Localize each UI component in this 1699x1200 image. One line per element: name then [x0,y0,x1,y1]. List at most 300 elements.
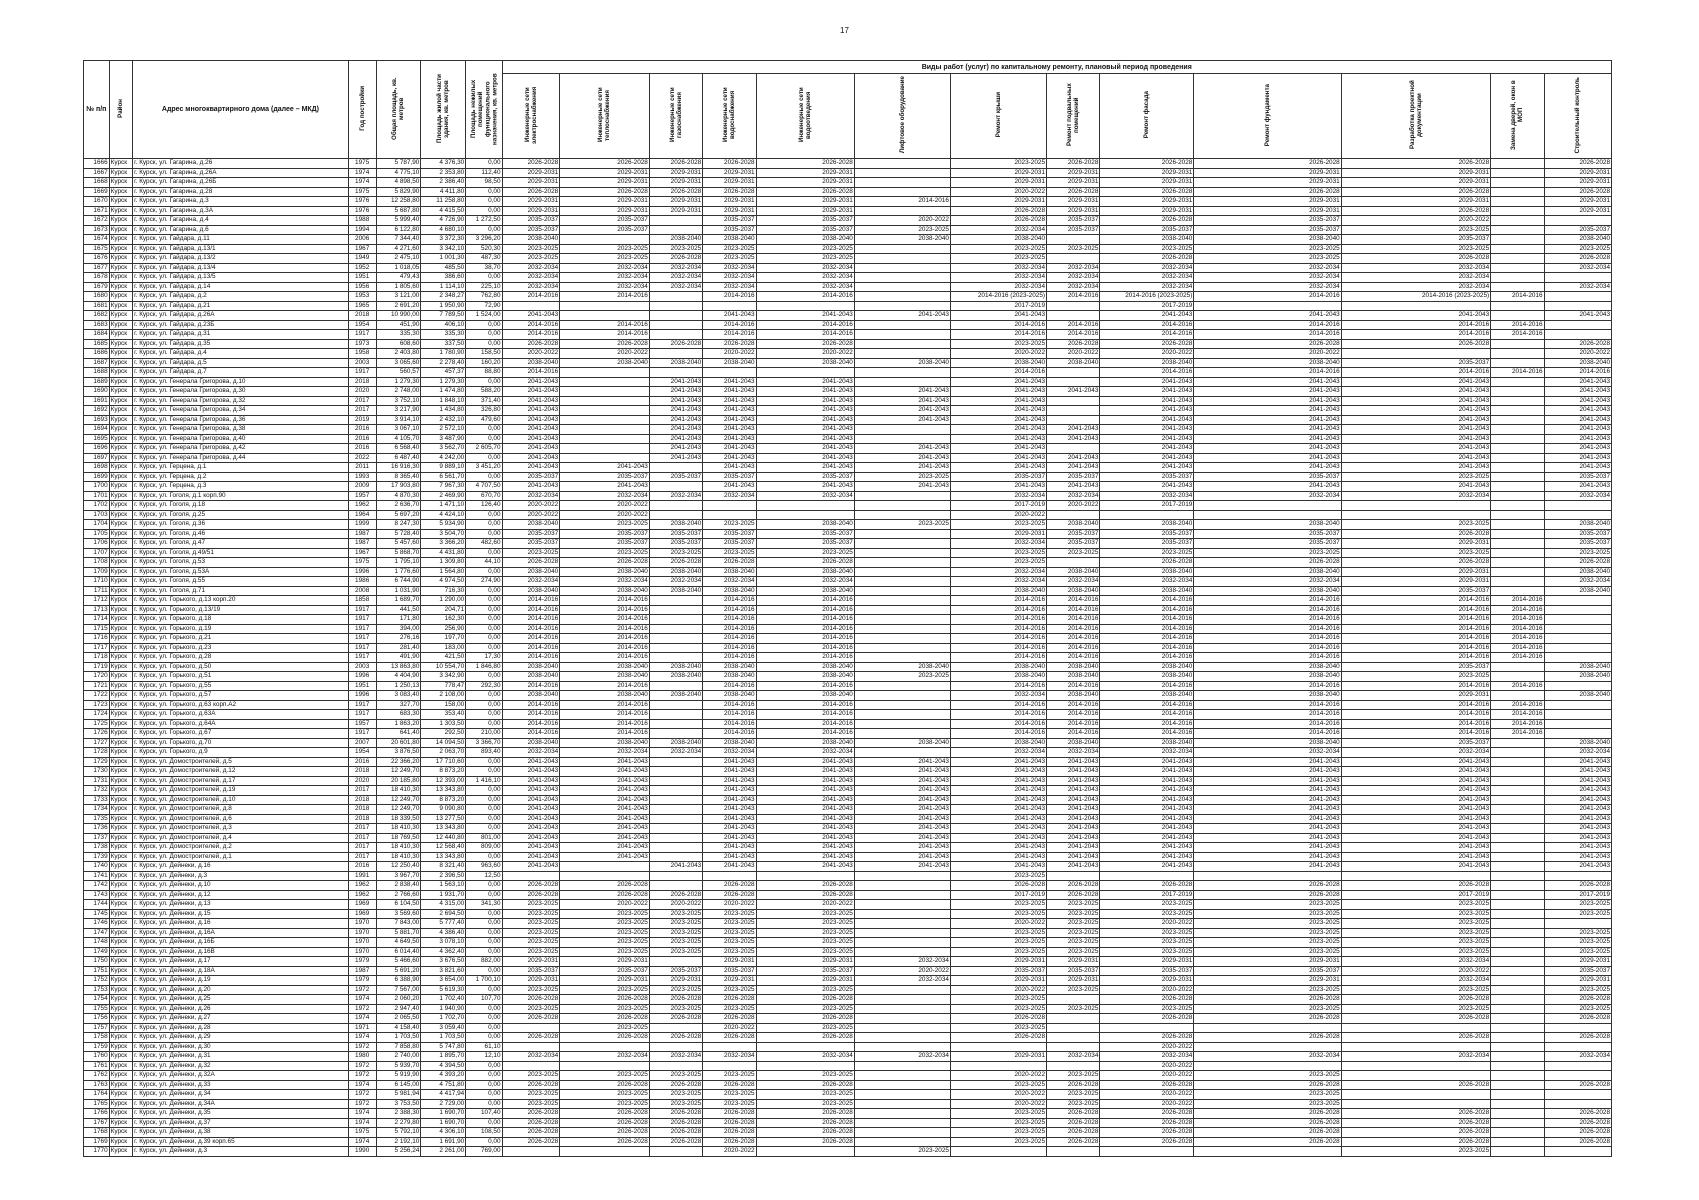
table-cell [1047,1023,1100,1033]
table-cell: Курск [109,938,132,948]
table-cell: 2041-2043 [502,387,560,397]
table-cell [649,330,702,340]
table-cell: 491,90 [376,653,421,663]
table-cell: 2035-2037 [560,225,650,235]
table-row [84,197,1612,207]
table-cell [1491,396,1544,406]
table-cell: 2035-2037 [1544,539,1611,549]
table-cell: г. Курск, ул. Гоголя, д.47 [133,539,349,549]
table-cell: 2023-2025 [756,1099,854,1109]
table-cell: 2017 [348,406,376,416]
table-cell: 1 290,00 [421,596,466,606]
table-cell [1491,387,1544,397]
col-header: Инженерные сети газоснабжения [649,74,702,159]
table-cell: 1717 [84,643,110,653]
table-cell: 1972 [348,1004,376,1014]
table-cell: 0,00 [466,586,502,596]
table-cell [854,558,950,568]
table-row [84,700,1612,710]
table-cell: 2041-2043 [1100,814,1194,824]
col-header: Ремонт крыши [950,74,1046,159]
table-cell: 1994 [348,225,376,235]
table-row [84,786,1612,796]
table-cell: 2038-2040 [1194,358,1341,368]
table-cell: 2023-2025 [560,947,650,957]
table-cell: 2014-2016 [950,368,1046,378]
table-cell: Курск [109,178,132,188]
table-cell: 2038-2040 [1544,691,1611,701]
table-cell: Курск [109,567,132,577]
table-cell: 2014-2016 [1047,710,1100,720]
table-cell: Курск [109,1014,132,1024]
table-cell: 2041-2043 [502,862,560,872]
table-header [84,61,1612,159]
table-cell: 2023-2025 [1194,938,1341,948]
table-cell: 2023-2025 [1194,244,1341,254]
table-cell: Курск [109,1090,132,1100]
table-cell: 2014-2016 [1047,729,1100,739]
table-cell: 2038-2040 [1194,586,1341,596]
table-cell: г. Курск, ул. Дейнеки, д.16 [133,862,349,872]
table-cell: 2014-2016 [703,643,756,653]
table-cell: 2023-2025 [950,548,1046,558]
table-cell: 0,00 [466,1118,502,1128]
table-cell: 2029-2031 [1100,168,1194,178]
table-cell: 2032-2034 [560,577,650,587]
table-cell: 2041-2043 [1100,824,1194,834]
table-cell: 9 090,80 [421,805,466,815]
table-cell: 2026-2028 [703,1128,756,1138]
table-cell [649,510,702,520]
table-cell: 2026-2028 [502,1137,560,1147]
table-cell [854,539,950,549]
table-cell: 2041-2043 [756,824,854,834]
table-cell: 2035-2037 [1047,472,1100,482]
table-cell: 2038-2040 [756,738,854,748]
table-cell: 2029-2031 [1047,168,1100,178]
table-cell: 2029-2031 [1100,206,1194,216]
table-row [84,985,1612,995]
table-cell: 2023-2025 [703,1071,756,1081]
table-cell: 2026-2028 [756,1080,854,1090]
table-cell: 2026-2028 [649,995,702,1005]
table-cell: 641,40 [376,729,421,739]
table-cell: г. Курск, ул. Дейнеки, д.3 [133,871,349,881]
table-cell: 3 451,20 [466,463,502,473]
table-cell: 2023-2025 [1047,1099,1100,1109]
table-row [84,710,1612,720]
table-cell: 2041-2043 [502,463,560,473]
table-cell: 10 554,70 [421,662,466,672]
table-cell: г. Курск, ул. Дейнеки, д.32 [133,1061,349,1071]
table-cell [1544,510,1611,520]
table-cell: 183,00 [421,643,466,653]
table-cell: Курск [109,691,132,701]
table-cell: Курск [109,539,132,549]
table-cell: 292,30 [466,681,502,691]
table-cell: 2026-2028 [950,206,1046,216]
table-cell: Курск [109,320,132,330]
table-cell: 256,90 [421,624,466,634]
table-cell: 2023-2025 [950,995,1046,1005]
table-cell: 2032-2034 [950,748,1046,758]
table-cell [854,928,950,938]
table-cell: 2023-2025 [560,919,650,929]
table-row [84,729,1612,739]
table-cell [649,852,702,862]
table-cell: 2014-2016 [703,605,756,615]
table-cell: 485,50 [421,263,466,273]
table-cell: 0,00 [466,472,502,482]
table-cell [1341,1071,1490,1081]
table-cell: 2041-2043 [560,805,650,815]
table-cell: 1917 [348,615,376,625]
table-cell: 2041-2043 [703,463,756,473]
table-cell: 1974 [348,1137,376,1147]
table-row [84,672,1612,682]
table-cell: 2 403,80 [376,349,421,359]
table-cell [854,729,950,739]
table-cell: 2026-2028 [703,1109,756,1119]
table-cell: 2023-2025 [1341,938,1490,948]
table-cell: 2014-2016 [560,653,650,663]
table-cell: 2023-2025 [502,548,560,558]
table-cell: г. Курск, ул. Гагарина, д.26 [133,159,349,169]
table-cell [854,425,950,435]
table-cell [1491,691,1544,701]
table-cell: 2035-2037 [649,966,702,976]
table-cell: 2023-2025 [560,548,650,558]
table-cell: 1 795,10 [376,558,421,568]
table-cell: 6 388,90 [376,976,421,986]
table-cell: 2026-2028 [756,558,854,568]
table-cell [854,339,950,349]
table-cell: 2026-2028 [649,1118,702,1128]
table-cell: 2 572,10 [421,425,466,435]
table-cell: Курск [109,187,132,197]
table-cell [854,577,950,587]
table-cell: 2023-2025 [1100,1004,1194,1014]
table-cell: 2041-2043 [950,377,1046,387]
table-cell: 5 697,20 [376,510,421,520]
table-cell: 2014-2016 [1100,710,1194,720]
table-cell: 1749 [84,947,110,957]
table-cell [854,501,950,511]
table-cell: г. Курск, ул. Гагарина, д.4 [133,216,349,226]
table-cell: 2023-2025 [703,254,756,264]
table-cell: 2020-2022 [1100,1071,1194,1081]
table-cell: г. Курск, ул. Домостроителей, д.10 [133,795,349,805]
table-cell: 5 792,10 [376,1128,421,1138]
table-cell [649,1061,702,1071]
table-row [84,377,1612,387]
table-cell [649,700,702,710]
table-cell [703,1042,756,1052]
table-cell: 1680 [84,292,110,302]
table-cell: 1987 [348,539,376,549]
table-cell: 2029-2031 [703,206,756,216]
table-cell: 3 366,70 [466,738,502,748]
table-cell: 1689 [84,377,110,387]
table-cell [1491,1099,1544,1109]
table-cell: 1690 [84,387,110,397]
table-cell: 2023-2025 [502,900,560,910]
table-cell [854,700,950,710]
table-cell [854,567,950,577]
table-cell: г. Курск, ул. Дейнеки, д.31 [133,1052,349,1062]
table-cell [1491,1023,1544,1033]
table-cell [1491,197,1544,207]
col-header: № п/п [84,61,110,159]
table-cell: 1730 [84,767,110,777]
table-cell: 1 524,00 [466,311,502,321]
table-cell: 371,40 [466,396,502,406]
table-cell: г. Курск, ул. Генерала Григорова, д.34 [133,406,349,416]
table-cell: 72,90 [466,301,502,311]
table-cell: 2014-2016 [502,368,560,378]
table-cell: 2041-2043 [854,311,950,321]
table-cell: 2041-2043 [1100,406,1194,416]
table-row [84,444,1612,454]
table-cell: 2014-2016 [1491,729,1544,739]
table-cell: 2023-2025 [502,244,560,254]
table-cell: 2032-2034 [1544,577,1611,587]
table-cell: 2038-2040 [703,738,756,748]
table-cell: г. Курск, ул. Дейнеки, д.34 [133,1090,349,1100]
table-cell: 2038-2040 [502,567,560,577]
table-cell: г. Курск, ул. Гайдара, д.13/1 [133,244,349,254]
table-cell: 2038-2040 [950,586,1046,596]
table-cell: 2038-2040 [703,662,756,672]
table-cell: 2026-2028 [1544,339,1611,349]
table-cell: 2026-2028 [1047,159,1100,169]
table-cell: 2014-2016 [950,700,1046,710]
table-cell: 2029-2031 [502,976,560,986]
table-cell: 2038-2040 [649,520,702,530]
table-cell: 2041-2043 [1100,387,1194,397]
table-cell: 2023-2025 [950,159,1046,169]
table-cell: 2032-2034 [1100,491,1194,501]
table-cell: 2026-2028 [649,254,702,264]
table-cell: 2014-2016 [1100,605,1194,615]
table-cell: 2038-2040 [1544,567,1611,577]
table-cell: 2038-2040 [1544,358,1611,368]
table-cell: 2041-2043 [1194,434,1341,444]
table-cell: 2041-2043 [703,852,756,862]
table-cell: 2041-2043 [1047,852,1100,862]
table-cell: Курск [109,396,132,406]
table-cell: 2041-2043 [502,377,560,387]
table-cell [649,776,702,786]
table-cell [1491,1071,1544,1081]
table-row [84,605,1612,615]
table-cell: 2029-2031 [1544,206,1611,216]
table-cell: 2017 [348,786,376,796]
table-cell: 2041-2043 [1544,444,1611,454]
table-cell: 2020-2022 [703,900,756,910]
table-cell: 17 903,80 [376,482,421,492]
table-cell: 2023-2025 [703,548,756,558]
table-cell: 2029-2031 [560,206,650,216]
table-cell: 2 694,50 [421,909,466,919]
table-cell: 1764 [84,1090,110,1100]
table-cell: 2023-2025 [1341,985,1490,995]
table-cell [1491,463,1544,473]
table-cell: г. Курск, ул. Гайдара, д.35 [133,339,349,349]
table-cell: 2023-2025 [1100,947,1194,957]
table-cell: Курск [109,501,132,511]
table-cell [854,691,950,701]
table-row [84,976,1612,986]
table-cell [1491,529,1544,539]
table-cell: 2020-2022 [649,900,702,910]
table-row [84,805,1612,815]
table-cell: 2035-2037 [1194,216,1341,226]
table-cell: 1693 [84,415,110,425]
table-cell: 1752 [84,976,110,986]
table-cell: 1 940,90 [421,1004,466,1014]
table-cell: 2014-2016 [502,330,560,340]
table-cell [649,320,702,330]
table-cell: 2029-2031 [950,957,1046,967]
table-cell: 2041-2043 [1194,415,1341,425]
table-cell: 2041-2043 [1341,482,1490,492]
table-cell: 2038-2040 [1544,662,1611,672]
table-cell: 2032-2034 [1194,491,1341,501]
table-cell: 1 303,50 [421,719,466,729]
table-cell: 2041-2043 [703,444,756,454]
table-cell: 2023-2025 [950,1137,1046,1147]
table-cell: 2041-2043 [1047,833,1100,843]
table-cell [560,1042,650,1052]
table-cell: 1988 [348,216,376,226]
table-row [84,966,1612,976]
table-cell: 2014-2016 [703,729,756,739]
table-cell: 2014-2016 [502,320,560,330]
table-cell: 5 777,40 [421,919,466,929]
table-cell: 1917 [348,368,376,378]
table-cell [1491,491,1544,501]
table-cell: 2014-2016 [703,330,756,340]
table-cell: 1951 [348,273,376,283]
table-cell: 1671 [84,206,110,216]
table-cell: 2023-2025 [1100,928,1194,938]
table-cell: 2026-2028 [1194,1128,1341,1138]
table-cell: 2041-2043 [560,786,650,796]
table-cell: 2026-2028 [1341,529,1490,539]
table-cell [1341,301,1490,311]
table-cell: 2023-2025 [560,1004,650,1014]
table-row [84,558,1612,568]
table-cell: 2032-2034 [703,263,756,273]
table-cell: 2026-2028 [560,1109,650,1119]
table-cell: 2032-2034 [649,263,702,273]
table-cell: 2041-2043 [703,757,756,767]
table-cell: г. Курск, ул. Горького, д.51 [133,672,349,682]
table-cell [1544,729,1611,739]
table-row [84,510,1612,520]
table-cell: 2023-2025 [502,1004,560,1014]
table-cell: 1743 [84,890,110,900]
table-cell: 2014-2016 [1100,700,1194,710]
table-cell: 2029-2031 [560,197,650,207]
table-cell: 0,00 [466,510,502,520]
table-cell: 683,30 [376,710,421,720]
table-cell: 1969 [348,909,376,919]
table-cell: 2029-2031 [703,197,756,207]
table-cell: 2029-2031 [502,168,560,178]
table-cell: 2023-2025 [703,928,756,938]
table-cell: 2029-2031 [1047,197,1100,207]
table-cell: 2041-2043 [1100,453,1194,463]
table-cell: 2041-2043 [756,767,854,777]
table-cell: 4 242,00 [421,453,466,463]
table-cell: г. Курск, ул. Генерала Григорова, д.10 [133,377,349,387]
table-cell: 2032-2034 [1194,577,1341,587]
table-cell: 112,40 [466,168,502,178]
table-row [84,254,1612,264]
table-cell: 4 271,60 [376,244,421,254]
table-cell: 2026-2028 [560,1118,650,1128]
table-cell: 2026-2028 [1341,995,1490,1005]
table-cell: 2026-2028 [649,1128,702,1138]
table-row [84,919,1612,929]
table-cell: 2041-2043 [1341,843,1490,853]
table-cell [1194,501,1341,511]
table-cell [1544,871,1611,881]
table-cell [756,501,854,511]
table-cell: 2023-2025 [1544,244,1611,254]
table-cell: 2041-2043 [502,406,560,416]
table-cell: 2016 [348,434,376,444]
table-cell: 1969 [348,900,376,910]
table-cell: 2032-2034 [502,577,560,587]
table-cell: 2041-2043 [854,795,950,805]
table-cell: 2038-2040 [950,662,1046,672]
table-cell: 2023-2025 [502,985,560,995]
table-cell: г. Курск, ул. Горького, д.55 [133,681,349,691]
table-row [84,244,1612,254]
table-cell: 1987 [348,529,376,539]
table-cell [1491,539,1544,549]
table-cell: 2029-2031 [703,168,756,178]
table-cell: 1692 [84,406,110,416]
table-cell [1491,662,1544,672]
table-cell: Курск [109,244,132,254]
table-cell: 2023-2025 [1047,548,1100,558]
table-cell [854,548,950,558]
table-cell: 0,00 [466,1090,502,1100]
page-number: 17 [840,26,849,35]
table-cell: 1976 [348,206,376,216]
table-cell: 2029-2031 [502,957,560,967]
table-cell: 2014-2016 [1491,330,1544,340]
table-cell: 2038-2040 [1100,235,1194,245]
table-cell: 2023-2025 [1341,909,1490,919]
table-cell: 2041-2043 [1194,396,1341,406]
table-cell: 3 676,50 [421,957,466,967]
table-cell: 1972 [348,1061,376,1071]
table-cell: 2017-2019 [1544,890,1611,900]
table-cell: 2014-2016 [756,681,854,691]
table-cell: 2014-2016 [1194,653,1341,663]
table-cell: г. Курск, ул. Генерала Григорова, д.38 [133,425,349,435]
table-cell: 2026-2028 [502,995,560,1005]
table-cell [1194,1147,1341,1157]
table-cell: 1962 [348,890,376,900]
table-cell [854,1137,950,1147]
table-cell: 2026-2028 [1194,1109,1341,1119]
